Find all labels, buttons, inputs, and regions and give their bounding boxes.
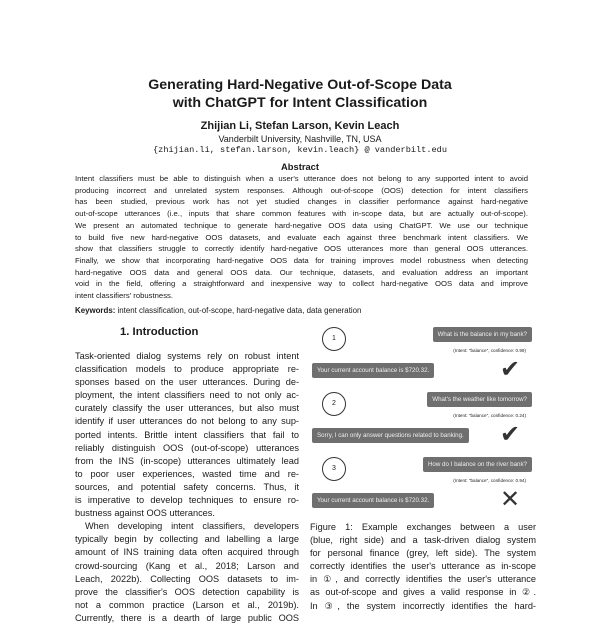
paragraph-line: ployment, the intent classifiers need to not only ac- [75,390,299,401]
step-number-circle: 2 [322,392,346,416]
paragraph-line: not a common practice (Larson et al., 2019b). [75,599,299,610]
cross-icon: ✕ [500,486,521,513]
paragraph-line: to poor user experiences, wasted time and re- [75,468,299,479]
abstract-line: void in the field, offering a straightforward and inexpensive way to collect hard-negative OOS data and improve [75,279,528,289]
abstract-line: show that classifiers struggle to correctly identify hard-negative OOS utterances more than general OOS utterances. [75,244,528,254]
paragraph-line: amount of INS training data often acquired through [75,547,299,558]
caption-line: as out-of-scope and gives a valid response in ②. [310,587,536,598]
intent-prediction-label: (Intent: "balance", confidence: 0.94) [453,478,526,483]
abstract-line: hard-negative OOS data and general OOS data. Our technique, datasets, and evaluation address an important [75,267,528,277]
abstract-line: We present an automated technique to generate hard-negative OOS data using ChatGPT. We use our technique [75,220,528,230]
paragraph-line: bustness against OOS utterances. [75,508,215,519]
affiliation: Vanderbilt University, Nashville, TN, USA [218,134,382,144]
keywords-label: Keywords: [75,306,116,315]
caption-line: in ①, and correctly identifies the user's utterance [310,574,536,585]
abstract-heading: Abstract [280,161,320,172]
abstract-line: has been studied, previous work has not yet studied changes in classifier performance against hard-negative [75,197,528,207]
user-message-bubble: What is the balance in my bank? [433,327,532,342]
abstract-body [75,173,528,302]
step-number-circle: 3 [322,457,346,481]
paragraph-line: sponses based on the user utterances. During de- [75,377,299,388]
paragraph-line: typically begin by collecting and labelling a large [75,534,299,545]
paragraph-line: Leach, 2022b). Collecting OOS datasets to im- [75,573,299,584]
section-heading-introduction: 1. Introduction [120,326,199,338]
caption-line: correctly identifies the user's utterance as in-scope [310,561,536,572]
caption-line: In ③, the system incorrectly identifies the hard- [310,600,536,611]
paragraph-line: is imperative to develop techniques to ensure ro- [75,495,299,506]
abstract-line: producing incorrect and unrelated system responses. Although out-of-scope (OOS) detection for intent classifiers [75,185,528,195]
checkmark-icon: ✔ [500,356,521,383]
figure-1-caption [310,521,536,613]
figure-1 [310,325,536,520]
introduction-body [75,350,299,625]
paper-title [0,76,600,112]
paragraph-line: prove the classifier's OOS detection capability is [75,586,299,597]
authors: Zhijian Li, Stefan Larson, Kevin Leach [200,120,400,132]
abstract-line: out-of-scope utterances (i.e., inputs that share common features with in-scope data, but are actually out-of-scope). [75,209,528,219]
step-number-circle: 1 [322,327,346,351]
caption-line: (blue, right side) and a task-driven dialog system [310,535,536,546]
caption-line: Figure 1: Example exchanges between a user [310,522,536,532]
system-message-bubble: Sorry, I can only answer questions related to banking. [312,428,469,443]
system-message-bubble: Your current account balance is $720.32. [312,493,434,508]
keywords [75,306,361,315]
paragraph-line: reliably distinguish OOS (out-of-scope) utterances [75,442,299,453]
abstract-line: Finally, we show that incorporating hard-negative OOS data for training improves model robustness when detecting [75,255,528,265]
paragraph-line: ported intents. Brittle intent classifiers that fail to [75,429,299,440]
abstract-line: Intent classifiers must be able to distinguish when a user's utterance does not belong to any supported intent to avoid [75,174,528,183]
paragraph-line: curately classify the user utterances, but also must [75,403,299,414]
intent-prediction-label: (Intent: "balance", confidence: 0.99) [453,348,526,353]
caption-line: for personal finance (grey, left side). The system [310,548,536,559]
paragraph-line: classification models to produce appropriate re- [75,364,299,375]
user-message-bubble: What's the weather like tomorrow? [427,392,532,407]
paragraph-line: identify if user utterances do not belong to any sup- [75,416,299,427]
keywords-text: intent classification, out-of-scope, hard-negative data, data generation [115,306,362,315]
paragraph-line: Currently, there is a dearth of large public OOS [75,612,299,623]
title-line: with ChatGPT for Intent Classification [172,95,428,111]
checkmark-icon: ✔ [500,421,521,448]
paragraph-line: from the INS (in-scope) utterances ultimately lead [75,455,299,466]
paragraph-line: When developing intent classifiers, developers [85,521,299,532]
paragraph-line: crowd-sourcing (Kang et al., 2018; Larson and [75,560,299,571]
author-emails: {zhijian.li, stefan.larson, kevin.leach} @ vanderbilt.edu [153,145,447,155]
intent-prediction-label: (Intent: "balance", confidence: 0.24) [453,413,526,418]
abstract-line: to build five new hard-negative OOS datasets, and evaluate each against three benchmark intent classifiers. We [75,232,528,242]
paragraph-line: sources, and potential safety concerns. Thus, it [75,481,299,492]
paragraph-line: Task-oriented dialog systems rely on robust intent [75,351,299,361]
abstract-line: intent classifiers' robustness. [75,291,174,301]
user-message-bubble: How do I balance on the river bank? [423,457,532,472]
title-line: Generating Hard-Negative Out-of-Scope Data [148,77,452,93]
system-message-bubble: Your current account balance is $720.32. [312,363,434,378]
